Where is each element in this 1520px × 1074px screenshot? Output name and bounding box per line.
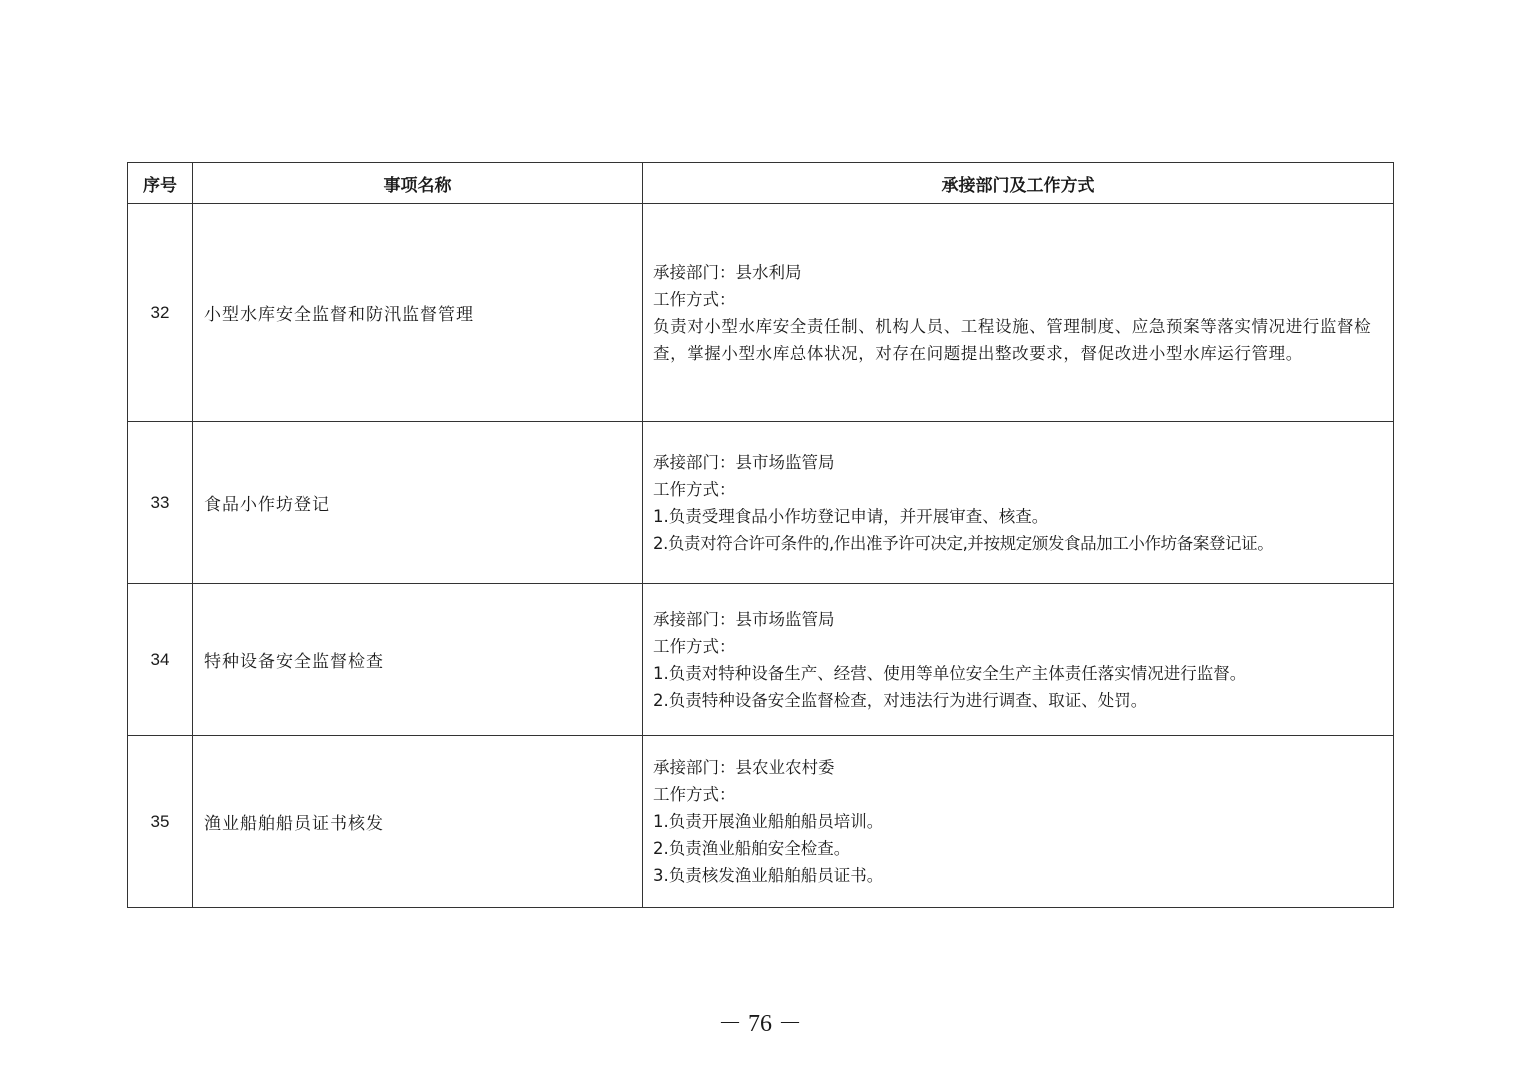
dept-line: 承接部门：县农业农村委 — [653, 758, 835, 777]
method-item: 3.负责核发渔业船舶船员证书。 — [653, 866, 884, 885]
method-label: 工作方式： — [653, 785, 736, 804]
method-item: 1.负责受理食品小作坊登记申请，并开展审查、核查。 — [653, 506, 1049, 526]
method-item: 2.负责渔业船舶安全检查。 — [653, 839, 851, 858]
method-item: 2.负责特种设备安全监督检查，对违法行为进行调查、取证、处罚。 — [653, 690, 1148, 710]
method-label: 工作方式： — [653, 289, 736, 309]
row-number: 33 — [128, 422, 193, 584]
matter-name: 特种设备安全监督检查 — [193, 584, 643, 736]
method-item: 1.负责开展渔业船舶船员培训。 — [653, 812, 884, 831]
row-number: 34 — [128, 584, 193, 736]
row-number: 32 — [128, 204, 193, 422]
matters-table — [127, 162, 1394, 908]
method-item: 1.负责对特种设备生产、经营、使用等单位安全生产主体责任落实情况进行监督。 — [653, 663, 1247, 683]
table-row — [128, 204, 1394, 422]
method-cell — [643, 422, 1394, 584]
method-cell — [643, 736, 1394, 908]
method-label: 工作方式： — [653, 479, 736, 499]
method-cell — [643, 204, 1394, 422]
dept-line: 承接部门：县市场监管局 — [653, 609, 835, 629]
table-row — [128, 584, 1394, 736]
dept-line: 承接部门：县水利局 — [653, 262, 802, 282]
dept-line: 承接部门：县市场监管局 — [653, 452, 835, 472]
matter-name: 食品小作坊登记 — [193, 422, 643, 584]
matter-name: 渔业船舶船员证书核发 — [193, 736, 643, 908]
method-cell — [643, 584, 1394, 736]
matter-name: 小型水库安全监督和防汛监督管理 — [193, 204, 643, 422]
table-header-row — [128, 163, 1394, 204]
method-item: 负责对小型水库安全责任制、机构人员、工程设施、管理制度、应急预案等落实情况进行监督检查，掌握小型水库总体状况，对存在问题提出整改要求，督促改进小型水库运行管理。 — [653, 316, 1372, 363]
method-label: 工作方式： — [653, 636, 736, 656]
row-number: 35 — [128, 736, 193, 908]
header-method: 承接部门及工作方式 — [643, 163, 1394, 204]
table-row — [128, 422, 1394, 584]
page-number: － 76 － — [718, 1011, 802, 1037]
header-name: 事项名称 — [193, 163, 643, 204]
header-no: 序号 — [128, 163, 193, 204]
table-row — [128, 736, 1394, 908]
method-item: 2.负责对符合许可条件的,作出准予许可决定,并按规定颁发食品加工小作坊备案登记证。 — [653, 533, 1274, 553]
